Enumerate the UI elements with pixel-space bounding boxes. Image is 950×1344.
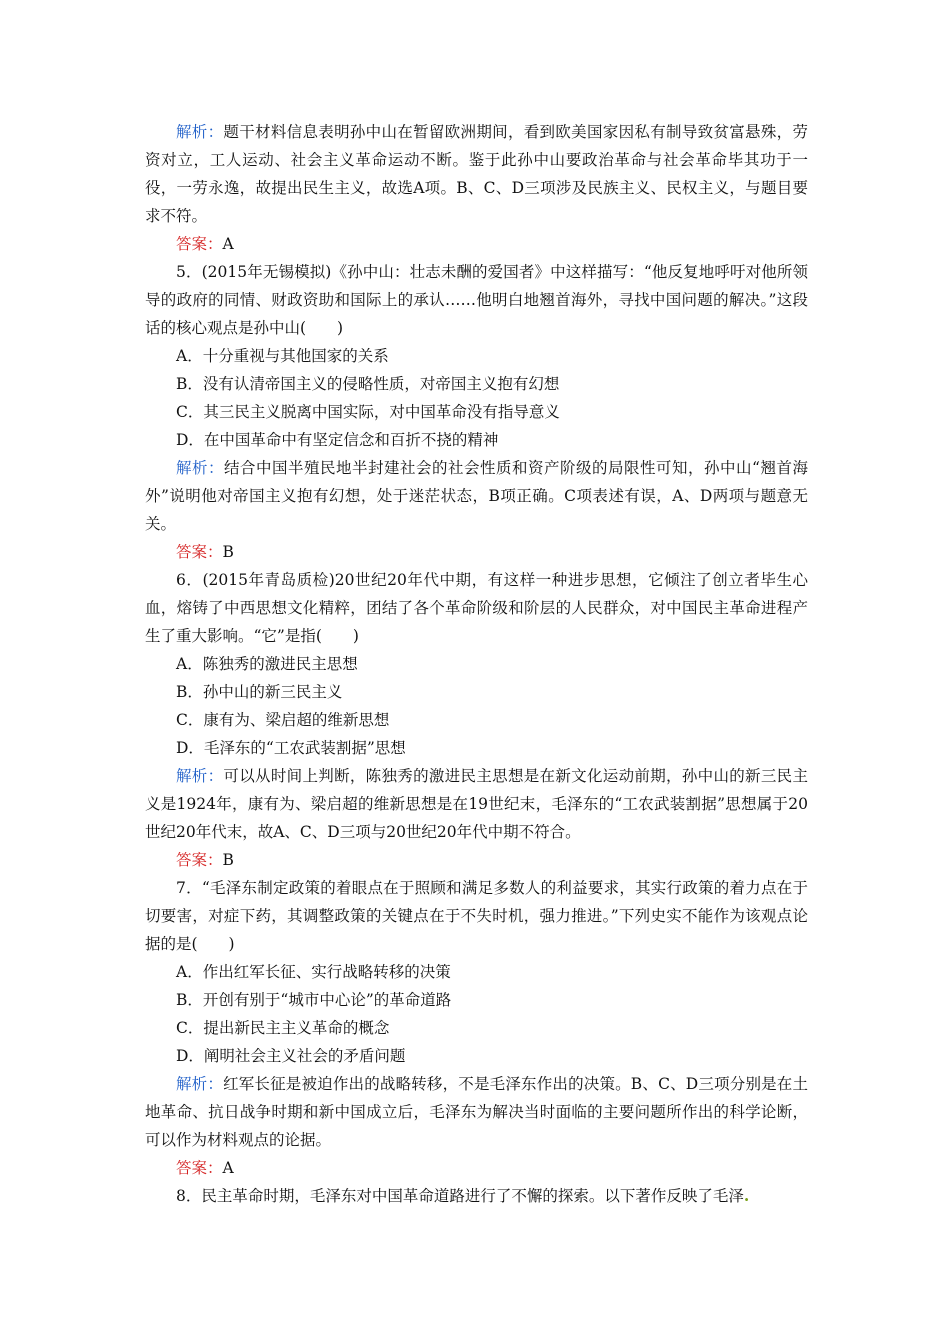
answer-label: 答案： [176,851,223,869]
analysis-label: 解析： [176,123,224,141]
q6-option-b: B．孙中山的新三民主义 [176,683,343,701]
q5-analysis [145,454,808,538]
q6-option-c: C．康有为、梁启超的维新思想 [176,711,390,729]
q5-option-c: C．其三民主义脱离中国实际，对中国革命没有指导意义 [176,403,560,421]
q7-option-b: B．开创有别于“城市中心论”的革命道路 [176,991,452,1009]
q5-option-a: A．十分重视与其他国家的关系 [176,347,389,365]
analysis-label: 解析： [176,767,224,785]
stray-dot-mark: . [743,1186,750,1205]
q6-answer [145,846,808,874]
answer-label: 答案： [176,1159,223,1177]
q5-answer-value: B [222,543,234,561]
q7-option-c: C．提出新民主主义革命的概念 [176,1019,390,1037]
analysis-label: 解析： [176,1075,224,1093]
q7-option-d: D．阐明社会主义社会的矛盾问题 [176,1047,406,1065]
q4-answer-value: A [222,235,234,253]
q7-answer [145,1154,808,1182]
q4-answer [145,230,808,258]
q7-answer-value: A [222,1159,234,1177]
q5-option-b: B．没有认清帝国主义的侵略性质，对帝国主义抱有幻想 [176,375,560,393]
analysis-label: 解析： [176,459,225,477]
answer-label: 答案： [176,235,223,253]
answer-label: 答案： [176,543,223,561]
document-body [145,118,808,1210]
q6-option-d: D．毛泽东的“工农武装割据”思想 [176,739,406,757]
q4-analysis [145,118,808,230]
q7-analysis [145,1070,808,1154]
q6-analysis-text: 可以从时间上判断，陈独秀的激进民主思想是在新文化运动前期，孙中山的新三民主义是1924年，康有为、梁启超的维新思想是在19世纪末，毛泽东的“工农武装割据”思想属于20世纪20年代末，故A、C、D三项与20世纪20年代中期不符合。 [145,767,808,841]
q4-analysis-text: 题干材料信息表明孙中山在暂留欧洲期间，看到欧美国家因私有制导致贫富悬殊，劳资对立，工人运动、社会主义革命运动不断。鉴于此孙中山要政治革命与社会革命毕其功于一役，一劳永逸，故提出民生主义，故选A项。B、C、D三项涉及民族主义、民权主义，与题目要求不符。 [145,123,808,225]
q6-answer-value: B [222,851,234,869]
q5-stem: 5．(2015年无锡模拟)《孙中山：壮志未酬的爱国者》中这样描写：“他反复地呼吁对他所领导的政府的同情、财政资助和国际上的承认……他明白地翘首海外，寻找中国问题的解决。”这段话的核心观点是孙中山( ) [145,263,808,337]
q6-stem: 6．(2015年青岛质检)20世纪20年代中期，有这样一种进步思想，它倾注了创立者毕生心血，熔铸了中西思想文化精粹，团结了各个革命阶级和阶层的人民群众，对中国民主革命进程产生了重大影响。“它”是指( ) [145,571,808,645]
q7-stem: 7．“毛泽东制定政策的着眼点在于照顾和满足多数人的利益要求，其实行政策的着力点在于切要害，对症下药，其调整政策的关键点在于不失时机，强力推进。”下列史实不能作为该观点论据的是( ) [145,879,808,953]
q5-answer [145,538,808,566]
q8-stem [145,1182,808,1210]
q5-option-d: D．在中国革命中有坚定信念和百折不挠的精神 [176,431,499,449]
q6-analysis [145,762,808,846]
q5-analysis-text: 结合中国半殖民地半封建社会的社会性质和资产阶级的局限性可知，孙中山“翘首海外”说明他对帝国主义抱有幻想，处于迷茫状态，B项正确。C项表述有误，A、D两项与题意无关。 [145,459,808,533]
q6-option-a: A．陈独秀的激进民主思想 [176,655,358,673]
q8-stem-text: 8．民主革命时期，毛泽东对中国革命道路进行了不懈的探索。以下著作反映了毛泽 [176,1187,744,1205]
q7-analysis-text: 红军长征是被迫作出的战略转移，不是毛泽东作出的决策。B、C、D三项分别是在土地革命、抗日战争时期和新中国成立后，毛泽东为解决当时面临的主要问题所作出的科学论断，可以作为材料观点的论据。 [145,1075,808,1149]
q7-option-a: A．作出红军长征、实行战略转移的决策 [176,963,451,981]
